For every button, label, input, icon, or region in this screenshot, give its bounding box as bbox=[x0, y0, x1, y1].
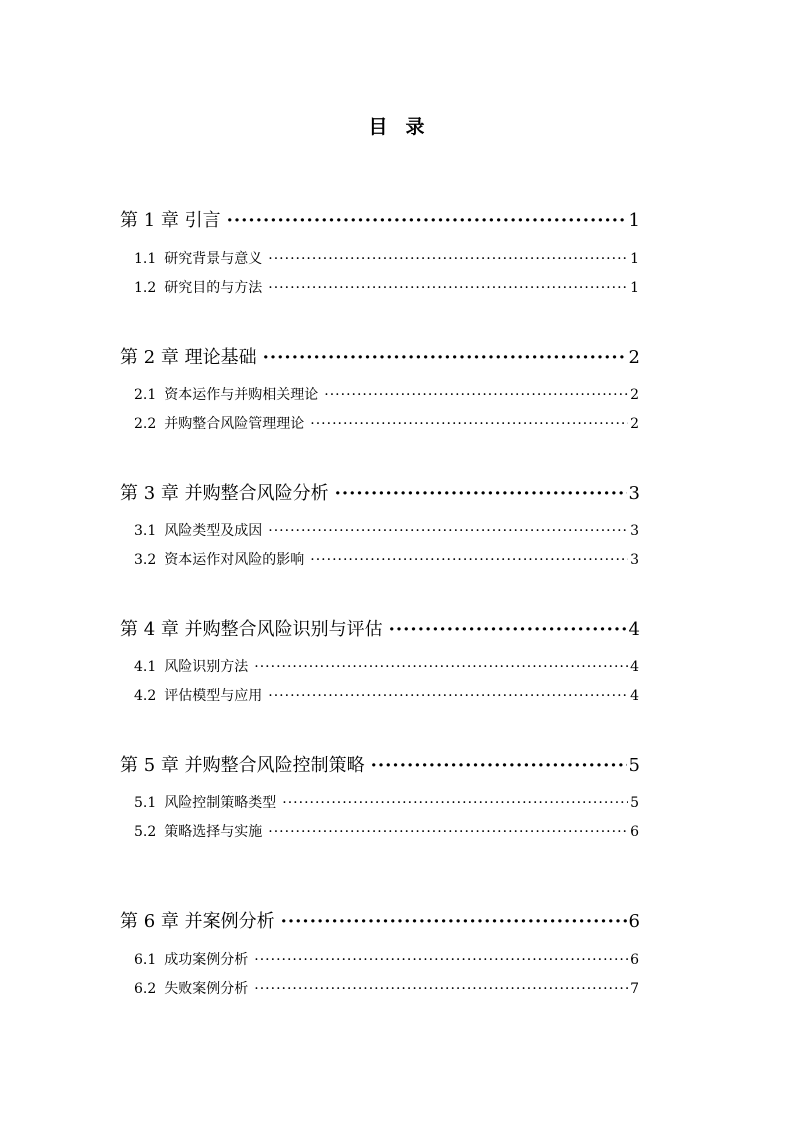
toc-chapter-4[interactable] bbox=[120, 615, 640, 641]
section-label: 风险类型及成因 bbox=[164, 523, 263, 539]
section-page-number: 6 bbox=[630, 952, 639, 968]
leader-dots bbox=[281, 911, 627, 932]
section-number: 5.2 bbox=[134, 824, 157, 840]
section-number: 1.2 bbox=[134, 280, 157, 296]
section-label: 资本运作对风险的影响 bbox=[164, 552, 305, 568]
section-number: 1.1 bbox=[134, 251, 157, 267]
section-number: 3.2 bbox=[134, 552, 157, 568]
section-page-number: 7 bbox=[630, 981, 639, 997]
section-number: 6.1 bbox=[134, 952, 157, 968]
leader-dots bbox=[389, 619, 627, 640]
toc-title bbox=[0, 112, 793, 139]
toc-chapter-3[interactable] bbox=[120, 479, 640, 505]
section-page-number: 2 bbox=[630, 387, 639, 403]
section-page-number: 3 bbox=[630, 552, 639, 568]
section-page-number: 5 bbox=[630, 795, 639, 811]
chapter-label: 第 3 章 并购整合风险分析 bbox=[120, 483, 329, 504]
toc-section-2-2[interactable] bbox=[134, 413, 639, 433]
toc-section-4-1[interactable] bbox=[134, 656, 639, 676]
leader-dots bbox=[268, 280, 628, 296]
section-page-number: 4 bbox=[630, 688, 639, 704]
leader-dots bbox=[268, 523, 628, 539]
leader-dots bbox=[263, 347, 627, 368]
leader-dots bbox=[310, 416, 628, 432]
section-page-number: 2 bbox=[630, 416, 639, 432]
leader-dots bbox=[324, 387, 628, 403]
section-label: 成功案例分析 bbox=[164, 952, 249, 968]
toc-section-4-2[interactable] bbox=[134, 685, 639, 705]
section-number: 2.2 bbox=[134, 416, 157, 432]
section-number: 4.2 bbox=[134, 688, 157, 704]
leader-dots bbox=[268, 688, 628, 704]
toc-section-2-1[interactable] bbox=[134, 384, 639, 404]
toc-chapter-6[interactable] bbox=[120, 907, 640, 933]
leader-dots bbox=[227, 210, 627, 231]
chapter-page-number: 5 bbox=[628, 755, 640, 776]
toc-section-3-2[interactable] bbox=[134, 549, 639, 569]
section-number: 3.1 bbox=[134, 523, 157, 539]
section-label: 并购整合风险管理理论 bbox=[164, 416, 305, 432]
chapter-label: 第 5 章 并购整合风险控制策略 bbox=[120, 755, 365, 776]
toc-chapter-2[interactable] bbox=[120, 343, 640, 369]
section-label: 策略选择与实施 bbox=[164, 824, 263, 840]
chapter-label: 第 2 章 理论基础 bbox=[120, 347, 257, 368]
chapter-page-number: 3 bbox=[628, 483, 640, 504]
toc-section-1-1[interactable] bbox=[134, 248, 639, 268]
section-label: 研究目的与方法 bbox=[164, 280, 263, 296]
toc-section-5-2[interactable] bbox=[134, 821, 639, 841]
section-page-number: 4 bbox=[630, 659, 639, 675]
toc-section-1-2[interactable] bbox=[134, 277, 639, 297]
toc-section-6-1[interactable] bbox=[134, 949, 639, 969]
chapter-label: 第 1 章 引言 bbox=[120, 210, 221, 231]
leader-dots bbox=[335, 483, 627, 504]
leader-dots bbox=[282, 795, 628, 811]
toc-title-right: 录 bbox=[405, 116, 425, 138]
toc-section-6-2[interactable] bbox=[134, 978, 639, 998]
toc-chapter-1[interactable] bbox=[120, 206, 640, 232]
leader-dots bbox=[254, 659, 628, 675]
toc-section-5-1[interactable] bbox=[134, 792, 639, 812]
leader-dots bbox=[310, 552, 628, 568]
section-label: 评估模型与应用 bbox=[164, 688, 263, 704]
chapter-page-number: 4 bbox=[628, 619, 640, 640]
section-page-number: 6 bbox=[630, 824, 639, 840]
chapter-label: 第 6 章 并案例分析 bbox=[120, 911, 275, 932]
chapter-page-number: 1 bbox=[628, 210, 640, 231]
section-label: 失败案例分析 bbox=[164, 981, 249, 997]
section-number: 5.1 bbox=[134, 795, 157, 811]
leader-dots bbox=[254, 981, 628, 997]
toc-chapter-5[interactable] bbox=[120, 751, 640, 777]
leader-dots bbox=[254, 952, 628, 968]
section-label: 风险识别方法 bbox=[164, 659, 249, 675]
section-page-number: 1 bbox=[630, 251, 639, 267]
chapter-page-number: 6 bbox=[628, 911, 640, 932]
leader-dots bbox=[268, 251, 628, 267]
section-number: 2.1 bbox=[134, 387, 157, 403]
toc-section-3-1[interactable] bbox=[134, 520, 639, 540]
section-label: 研究背景与意义 bbox=[164, 251, 263, 267]
section-page-number: 3 bbox=[630, 523, 639, 539]
section-page-number: 1 bbox=[630, 280, 639, 296]
chapter-label: 第 4 章 并购整合风险识别与评估 bbox=[120, 619, 383, 640]
toc-title-left: 目 bbox=[368, 116, 388, 138]
section-number: 4.1 bbox=[134, 659, 157, 675]
section-number: 6.2 bbox=[134, 981, 157, 997]
section-label: 资本运作与并购相关理论 bbox=[164, 387, 319, 403]
leader-dots bbox=[268, 824, 628, 840]
leader-dots bbox=[371, 755, 627, 776]
chapter-page-number: 2 bbox=[628, 347, 640, 368]
section-label: 风险控制策略类型 bbox=[164, 795, 277, 811]
